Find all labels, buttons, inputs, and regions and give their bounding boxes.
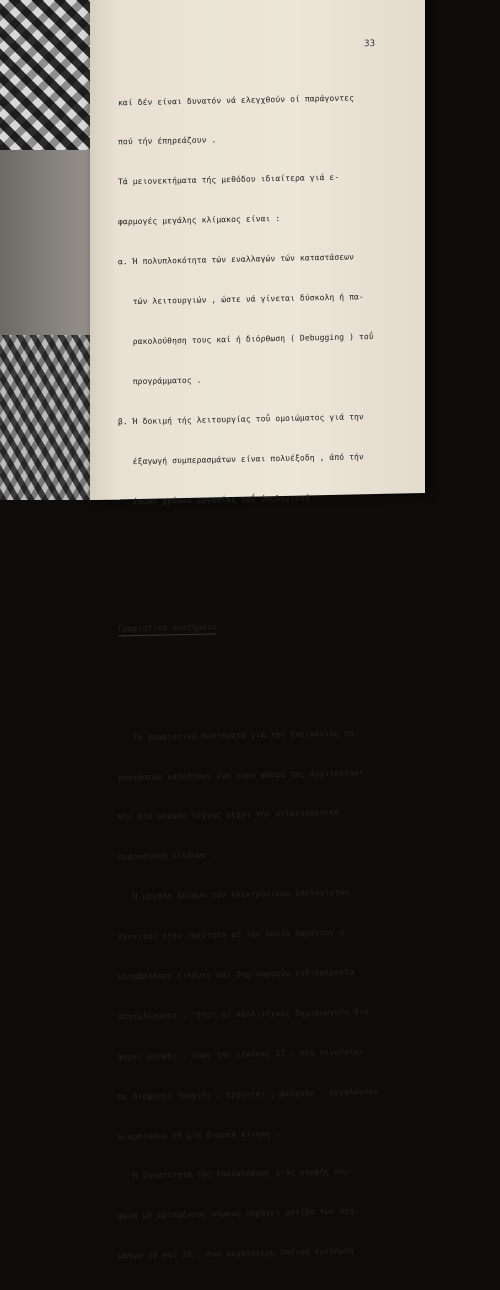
text-line: φωνα μέ ώρισμένους νόμους παράγει μοτίβα τών σχη-: [118, 1206, 359, 1221]
text-line: πού τήν έπηρεάζουν .: [118, 135, 217, 147]
right-page: [90, 0, 425, 1261]
text-line: α. Ή πολυπλοκότητα τών εναλλαγών τών καταστάσεων: [118, 252, 354, 267]
text-line: προγράμματος .: [118, 375, 202, 387]
text-line: άποτελέσματα . "Ετσι οί καλλιτέχνες δημιουργοΰν διά-: [118, 1006, 374, 1022]
text-line: έποψη χρόνου εργασίας τοΰ ύπολογιστή .: [118, 492, 320, 506]
text-line: έξαγωγή συμπερασμάτων είναι πολυέξοδη , άπό τήν: [118, 451, 364, 467]
text-line: ραστάσεων καλύπτουν ένα ευρύ φάσμα της άρχιτεκτονι-: [118, 767, 369, 782]
text-line: Ή δυνατότητα τής έπαναλήψεως μιάς μορφής σύμ-: [118, 1166, 354, 1181]
text-line: μικραίνουν σέ μία διαρκή κίνηση .: [118, 1128, 281, 1141]
text-line: ρακολούθηση τους καί ή διόρθωση ( Debugging ) τοΰ: [118, 331, 374, 347]
left-page-photo-bottom: [0, 335, 90, 500]
text-line: κής άπό μορφές τέχνης μέχρι τήν στερεοσκοπική: [118, 808, 340, 822]
page-text: [118, 63, 407, 1289]
text-line: φαρμογές μεγάλης κλίμακος είναι :: [118, 214, 281, 227]
section-spacing: [118, 669, 407, 691]
text-line: έγκειται στήν ταχύτητα μέ τήν όποία παράγουν ή: [118, 927, 345, 942]
text-line: φορες μορφές , όπως τής είκόνας 27 , πού κινοΰνται: [118, 1047, 364, 1062]
text-line: Ή μεγάλη δύναμη τών ηλεκτρονικών ύπολογιστών: [118, 887, 350, 902]
page-number: 33: [364, 39, 375, 50]
section-heading-line: [118, 616, 407, 635]
text-line: παρουσίαση είκόνων .: [118, 850, 217, 862]
text-line: β. Ή δοκιμή τής λειτουργίας τοΰ ομοιώματος γιά την: [118, 411, 364, 427]
text-line: Τά γραφιστικά συστήματα γιά τήν άπεικόνιση πα-: [118, 728, 359, 743]
text-line: σέ διάφορες τροχιές , έρχονται , φεύγουν , μεγαλώνουν: [118, 1086, 379, 1102]
text-line: μεταβάλλουν εικόνες καί δημιουργοΰν ένδιαφέροντα: [118, 967, 354, 982]
text-line: Τά μειονεκτήματα τής μεθόδου ιδιαίτερα γιά ε-: [118, 173, 340, 187]
text-line: τών λειτουργιών , ώστε νά γίνεται δύσκολη ή πα-: [118, 292, 364, 307]
section-heading: Γραφιστικά συστήματα: [118, 620, 216, 636]
text-line: καί δέν είναι δυνατόν νά ελεγχθούν οί παράγοντες: [118, 93, 354, 108]
left-page-photo-top: [0, 0, 98, 150]
text-line: μάτων 28 καί 29 , ένώ μεγαλύτερη όπτική έντύπωση: [118, 1246, 354, 1261]
section-spacing: [118, 542, 407, 582]
